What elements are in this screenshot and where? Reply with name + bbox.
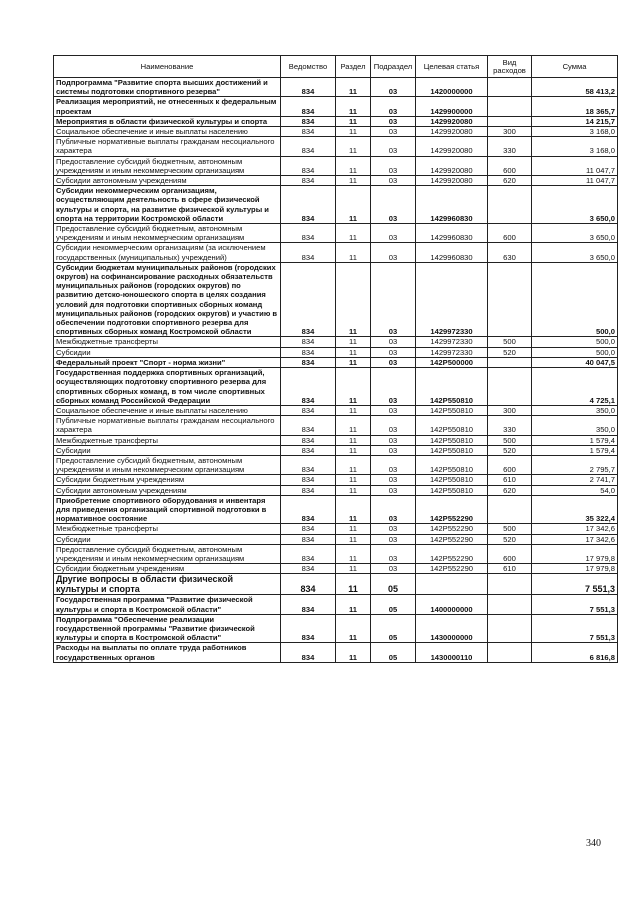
table-row bbox=[54, 524, 618, 534]
cell-section: 11 bbox=[336, 495, 371, 524]
cell-dept: 834 bbox=[281, 595, 336, 614]
cell-sum: 35 322,4 bbox=[532, 495, 618, 524]
cell-subsection: 03 bbox=[371, 495, 416, 524]
cell-subsection: 03 bbox=[371, 445, 416, 455]
cell-subsection: 03 bbox=[371, 544, 416, 563]
table-body bbox=[54, 78, 618, 663]
cell-target: 142P550810 bbox=[416, 368, 488, 406]
cell-target: 1429960830 bbox=[416, 243, 488, 262]
cell-dept: 834 bbox=[281, 127, 336, 137]
table-row bbox=[54, 262, 618, 337]
cell-name: Субсидии бюджетным учреждениям bbox=[54, 475, 281, 485]
cell-subsection: 03 bbox=[371, 224, 416, 243]
cell-kind: 330 bbox=[488, 137, 532, 156]
table-row bbox=[54, 416, 618, 435]
cell-dept: 834 bbox=[281, 643, 336, 662]
cell-section: 11 bbox=[336, 137, 371, 156]
cell-target: 142P552290 bbox=[416, 544, 488, 563]
header-name: Наименование bbox=[54, 56, 281, 78]
cell-dept: 834 bbox=[281, 186, 336, 224]
cell-sum: 17 342,6 bbox=[532, 524, 618, 534]
table-row bbox=[54, 495, 618, 524]
cell-target: 1429972330 bbox=[416, 262, 488, 337]
cell-dept: 834 bbox=[281, 116, 336, 126]
cell-sum: 7 551,3 bbox=[532, 614, 618, 643]
cell-dept: 834 bbox=[281, 156, 336, 175]
header-target: Целевая статья bbox=[416, 56, 488, 78]
cell-dept: 834 bbox=[281, 337, 336, 347]
cell-dept: 834 bbox=[281, 435, 336, 445]
cell-target: 1429920080 bbox=[416, 176, 488, 186]
cell-sum: 58 413,2 bbox=[532, 78, 618, 97]
cell-name: Субсидии автономным учреждениям bbox=[54, 485, 281, 495]
cell-dept: 834 bbox=[281, 564, 336, 574]
table-header-row bbox=[54, 56, 618, 78]
table-row bbox=[54, 78, 618, 97]
cell-subsection: 03 bbox=[371, 156, 416, 175]
budget-table bbox=[53, 55, 618, 663]
cell-name: Мероприятия в области физической культуры и спорта bbox=[54, 116, 281, 126]
cell-subsection: 03 bbox=[371, 137, 416, 156]
table-row bbox=[54, 455, 618, 474]
cell-sum: 2 795,7 bbox=[532, 455, 618, 474]
cell-name: Расходы на выплаты по оплате труда работников государственных органов bbox=[54, 643, 281, 662]
cell-kind: 520 bbox=[488, 347, 532, 357]
table-row bbox=[54, 337, 618, 347]
cell-dept: 834 bbox=[281, 534, 336, 544]
cell-section: 11 bbox=[336, 116, 371, 126]
table-row bbox=[54, 485, 618, 495]
cell-kind: 600 bbox=[488, 224, 532, 243]
cell-name: Подпрограмма "Обеспечение реализации государственной программы "Развитие физической культуры и спорта в Костромской области" bbox=[54, 614, 281, 643]
cell-section: 11 bbox=[336, 368, 371, 406]
cell-target: 1430000110 bbox=[416, 643, 488, 662]
cell-subsection: 03 bbox=[371, 262, 416, 337]
cell-target: 142P500000 bbox=[416, 357, 488, 367]
cell-sum: 3 168,0 bbox=[532, 137, 618, 156]
cell-subsection: 05 bbox=[371, 643, 416, 662]
cell-kind: 630 bbox=[488, 243, 532, 262]
cell-section: 11 bbox=[336, 445, 371, 455]
cell-sum: 11 047,7 bbox=[532, 176, 618, 186]
header-kind: Вид расходов bbox=[488, 56, 532, 78]
cell-kind: 610 bbox=[488, 475, 532, 485]
cell-section: 11 bbox=[336, 534, 371, 544]
cell-target bbox=[416, 574, 488, 595]
table-row bbox=[54, 544, 618, 563]
cell-target: 1429920080 bbox=[416, 156, 488, 175]
cell-dept: 834 bbox=[281, 347, 336, 357]
cell-target: 1429920080 bbox=[416, 116, 488, 126]
cell-name: Субсидии автономным учреждениям bbox=[54, 176, 281, 186]
cell-target: 1429920080 bbox=[416, 127, 488, 137]
cell-section: 11 bbox=[336, 262, 371, 337]
cell-name: Предоставление субсидий бюджетным, автономным учреждениям и иным некоммерческим организациям bbox=[54, 156, 281, 175]
cell-target: 142P550810 bbox=[416, 485, 488, 495]
cell-dept: 834 bbox=[281, 224, 336, 243]
cell-name: Подпрограмма "Развитие спорта высших достижений и системы подготовки спортивного резерва" bbox=[54, 78, 281, 97]
cell-sum: 1 579,4 bbox=[532, 435, 618, 445]
cell-sum: 1 579,4 bbox=[532, 445, 618, 455]
cell-name: Другие вопросы в области физической культуры и спорта bbox=[54, 574, 281, 595]
cell-name: Публичные нормативные выплаты гражданам несоциального характера bbox=[54, 416, 281, 435]
cell-section: 11 bbox=[336, 347, 371, 357]
cell-section: 11 bbox=[336, 544, 371, 563]
header-dept: Ведомство bbox=[281, 56, 336, 78]
cell-subsection: 03 bbox=[371, 435, 416, 445]
cell-name: Субсидии bbox=[54, 347, 281, 357]
cell-name: Субсидии некоммерческим организациям (за исключением государственных (муниципальных) учреждений) bbox=[54, 243, 281, 262]
cell-kind: 330 bbox=[488, 416, 532, 435]
cell-section: 11 bbox=[336, 127, 371, 137]
cell-sum: 500,0 bbox=[532, 262, 618, 337]
cell-sum: 350,0 bbox=[532, 405, 618, 415]
cell-subsection: 03 bbox=[371, 176, 416, 186]
cell-sum: 17 979,8 bbox=[532, 544, 618, 563]
cell-name: Социальное обеспечение и иные выплаты населению bbox=[54, 127, 281, 137]
cell-name: Государственная программа "Развитие физической культуры и спорта в Костромской области" bbox=[54, 595, 281, 614]
cell-target: 1430000000 bbox=[416, 614, 488, 643]
cell-subsection: 03 bbox=[371, 243, 416, 262]
cell-kind bbox=[488, 614, 532, 643]
cell-dept: 834 bbox=[281, 445, 336, 455]
cell-subsection: 03 bbox=[371, 337, 416, 347]
cell-sum: 17 342,6 bbox=[532, 534, 618, 544]
table-row bbox=[54, 405, 618, 415]
cell-kind bbox=[488, 495, 532, 524]
cell-section: 11 bbox=[336, 455, 371, 474]
table-row bbox=[54, 368, 618, 406]
cell-kind: 620 bbox=[488, 176, 532, 186]
table-row bbox=[54, 643, 618, 662]
cell-name: Межбюджетные трансферты bbox=[54, 337, 281, 347]
cell-section: 11 bbox=[336, 416, 371, 435]
cell-subsection: 03 bbox=[371, 416, 416, 435]
cell-name: Приобретение спортивного оборудования и инвентаря для приведения организаций спортивной подготовки в нормативное состояние bbox=[54, 495, 281, 524]
cell-subsection: 05 bbox=[371, 614, 416, 643]
cell-dept: 834 bbox=[281, 97, 336, 116]
cell-sum: 6 816,8 bbox=[532, 643, 618, 662]
cell-dept: 834 bbox=[281, 262, 336, 337]
cell-name: Реализация мероприятий, не отнесенных к федеральным проектам bbox=[54, 97, 281, 116]
table-row bbox=[54, 595, 618, 614]
cell-section: 11 bbox=[336, 186, 371, 224]
cell-target: 1429972330 bbox=[416, 337, 488, 347]
cell-section: 11 bbox=[336, 595, 371, 614]
cell-sum: 54,0 bbox=[532, 485, 618, 495]
cell-kind: 620 bbox=[488, 485, 532, 495]
cell-dept: 834 bbox=[281, 405, 336, 415]
table-row bbox=[54, 116, 618, 126]
cell-sum: 500,0 bbox=[532, 347, 618, 357]
cell-section: 11 bbox=[336, 337, 371, 347]
cell-dept: 834 bbox=[281, 475, 336, 485]
cell-target: 1420000000 bbox=[416, 78, 488, 97]
cell-name: Предоставление субсидий бюджетным, автономным учреждениям и иным некоммерческим организациям bbox=[54, 455, 281, 474]
cell-sum: 350,0 bbox=[532, 416, 618, 435]
cell-target: 1429960830 bbox=[416, 224, 488, 243]
table-row bbox=[54, 243, 618, 262]
cell-kind bbox=[488, 368, 532, 406]
cell-sum: 14 215,7 bbox=[532, 116, 618, 126]
table-row bbox=[54, 614, 618, 643]
cell-kind bbox=[488, 595, 532, 614]
cell-sum: 4 725,1 bbox=[532, 368, 618, 406]
cell-kind bbox=[488, 78, 532, 97]
cell-subsection: 05 bbox=[371, 595, 416, 614]
cell-dept: 834 bbox=[281, 176, 336, 186]
table-row bbox=[54, 534, 618, 544]
cell-dept: 834 bbox=[281, 368, 336, 406]
cell-target: 142P552290 bbox=[416, 524, 488, 534]
cell-sum: 18 365,7 bbox=[532, 97, 618, 116]
cell-section: 11 bbox=[336, 224, 371, 243]
cell-dept: 834 bbox=[281, 495, 336, 524]
table-row bbox=[54, 176, 618, 186]
cell-dept: 834 bbox=[281, 455, 336, 474]
cell-dept: 834 bbox=[281, 416, 336, 435]
cell-dept: 834 bbox=[281, 485, 336, 495]
cell-target: 142P550810 bbox=[416, 445, 488, 455]
cell-name: Предоставление субсидий бюджетным, автономным учреждениям и иным некоммерческим организациям bbox=[54, 224, 281, 243]
cell-dept: 834 bbox=[281, 614, 336, 643]
table-row bbox=[54, 357, 618, 367]
cell-dept: 834 bbox=[281, 574, 336, 595]
header-section: Раздел bbox=[336, 56, 371, 78]
cell-subsection: 03 bbox=[371, 534, 416, 544]
cell-subsection: 03 bbox=[371, 347, 416, 357]
table-row bbox=[54, 435, 618, 445]
cell-sum: 3 650,0 bbox=[532, 243, 618, 262]
cell-kind bbox=[488, 643, 532, 662]
cell-sum: 11 047,7 bbox=[532, 156, 618, 175]
table-row bbox=[54, 224, 618, 243]
cell-sum: 3 168,0 bbox=[532, 127, 618, 137]
cell-kind: 500 bbox=[488, 524, 532, 534]
cell-name: Публичные нормативные выплаты гражданам несоциального характера bbox=[54, 137, 281, 156]
table-row bbox=[54, 475, 618, 485]
table-row bbox=[54, 347, 618, 357]
cell-target: 142P550810 bbox=[416, 405, 488, 415]
cell-name: Предоставление субсидий бюджетным, автономным учреждениям и иным некоммерческим организациям bbox=[54, 544, 281, 563]
page-number: 340 bbox=[586, 838, 601, 849]
cell-kind: 500 bbox=[488, 435, 532, 445]
cell-section: 11 bbox=[336, 405, 371, 415]
cell-name: Федеральный проект "Спорт - норма жизни" bbox=[54, 357, 281, 367]
cell-subsection: 03 bbox=[371, 455, 416, 474]
cell-section: 11 bbox=[336, 78, 371, 97]
cell-target: 1429900000 bbox=[416, 97, 488, 116]
cell-kind: 520 bbox=[488, 445, 532, 455]
cell-target: 142P552290 bbox=[416, 534, 488, 544]
cell-subsection: 03 bbox=[371, 564, 416, 574]
cell-target: 142P550810 bbox=[416, 455, 488, 474]
cell-kind: 600 bbox=[488, 455, 532, 474]
cell-subsection: 03 bbox=[371, 186, 416, 224]
cell-name: Субсидии бюджетным учреждениям bbox=[54, 564, 281, 574]
cell-sum: 2 741,7 bbox=[532, 475, 618, 485]
cell-sum: 40 047,5 bbox=[532, 357, 618, 367]
cell-subsection: 03 bbox=[371, 485, 416, 495]
cell-target: 142P550810 bbox=[416, 475, 488, 485]
cell-subsection: 03 bbox=[371, 368, 416, 406]
cell-section: 11 bbox=[336, 643, 371, 662]
cell-subsection: 03 bbox=[371, 97, 416, 116]
cell-section: 11 bbox=[336, 97, 371, 116]
cell-kind: 520 bbox=[488, 534, 532, 544]
table-row bbox=[54, 137, 618, 156]
table-row bbox=[54, 574, 618, 595]
table-row bbox=[54, 186, 618, 224]
cell-section: 11 bbox=[336, 176, 371, 186]
cell-name: Субсидии бюджетам муниципальных районов (городских округов) на софинансирование расходных обязательств муниципальных районов (городских округов) по развитию детско-юношеского спорта в целях создания условий для подготовки спортивных сборных команд муниципальных районов (городских округов) и участию в обеспечении подготовки спортивного резерва для спортивных сборных команд Костромской области bbox=[54, 262, 281, 337]
cell-name: Субсидии некоммерческим организациям, осуществляющим деятельность в сфере физической культуры и спорта, на развитие физической культуры и спорта на территории Костромской области bbox=[54, 186, 281, 224]
table-row bbox=[54, 127, 618, 137]
cell-name: Межбюджетные трансферты bbox=[54, 435, 281, 445]
cell-kind: 610 bbox=[488, 564, 532, 574]
cell-kind bbox=[488, 262, 532, 337]
cell-sum: 7 551,3 bbox=[532, 595, 618, 614]
cell-subsection: 03 bbox=[371, 78, 416, 97]
cell-target: 1429972330 bbox=[416, 347, 488, 357]
cell-sum: 500,0 bbox=[532, 337, 618, 347]
cell-dept: 834 bbox=[281, 137, 336, 156]
cell-kind: 600 bbox=[488, 544, 532, 563]
cell-name: Государственная поддержка спортивных организаций, осуществляющих подготовку спортивного резерва для спортивных сборных команд, в том числе спортивных сборных команд Российской Федерации bbox=[54, 368, 281, 406]
cell-kind: 600 bbox=[488, 156, 532, 175]
cell-target: 142P550810 bbox=[416, 435, 488, 445]
cell-subsection: 03 bbox=[371, 475, 416, 485]
cell-kind: 500 bbox=[488, 337, 532, 347]
cell-section: 11 bbox=[336, 475, 371, 485]
cell-kind bbox=[488, 186, 532, 224]
cell-name: Субсидии bbox=[54, 534, 281, 544]
cell-kind bbox=[488, 357, 532, 367]
cell-section: 11 bbox=[336, 435, 371, 445]
cell-section: 11 bbox=[336, 614, 371, 643]
cell-dept: 834 bbox=[281, 357, 336, 367]
cell-section: 11 bbox=[336, 574, 371, 595]
cell-dept: 834 bbox=[281, 544, 336, 563]
cell-target: 142P552290 bbox=[416, 495, 488, 524]
cell-target: 142P552290 bbox=[416, 564, 488, 574]
cell-section: 11 bbox=[336, 156, 371, 175]
cell-subsection: 05 bbox=[371, 574, 416, 595]
cell-target: 1429920080 bbox=[416, 137, 488, 156]
cell-name: Социальное обеспечение и иные выплаты населению bbox=[54, 405, 281, 415]
table-row bbox=[54, 97, 618, 116]
cell-sum: 17 979,8 bbox=[532, 564, 618, 574]
cell-kind bbox=[488, 116, 532, 126]
cell-subsection: 03 bbox=[371, 357, 416, 367]
cell-sum: 3 650,0 bbox=[532, 186, 618, 224]
cell-section: 11 bbox=[336, 485, 371, 495]
cell-target: 142P550810 bbox=[416, 416, 488, 435]
cell-target: 1400000000 bbox=[416, 595, 488, 614]
cell-kind bbox=[488, 97, 532, 116]
cell-subsection: 03 bbox=[371, 116, 416, 126]
cell-sum: 7 551,3 bbox=[532, 574, 618, 595]
cell-subsection: 03 bbox=[371, 524, 416, 534]
cell-section: 11 bbox=[336, 243, 371, 262]
cell-section: 11 bbox=[336, 357, 371, 367]
cell-name: Субсидии bbox=[54, 445, 281, 455]
cell-dept: 834 bbox=[281, 524, 336, 534]
header-sum: Сумма bbox=[532, 56, 618, 78]
cell-kind bbox=[488, 574, 532, 595]
table-row bbox=[54, 445, 618, 455]
table-row bbox=[54, 564, 618, 574]
cell-dept: 834 bbox=[281, 78, 336, 97]
cell-kind: 300 bbox=[488, 405, 532, 415]
cell-dept: 834 bbox=[281, 243, 336, 262]
cell-name: Межбюджетные трансферты bbox=[54, 524, 281, 534]
cell-subsection: 03 bbox=[371, 405, 416, 415]
cell-section: 11 bbox=[336, 564, 371, 574]
cell-subsection: 03 bbox=[371, 127, 416, 137]
table-row bbox=[54, 156, 618, 175]
cell-target: 1429960830 bbox=[416, 186, 488, 224]
cell-sum: 3 650,0 bbox=[532, 224, 618, 243]
cell-kind: 300 bbox=[488, 127, 532, 137]
cell-section: 11 bbox=[336, 524, 371, 534]
header-subsection: Подраздел bbox=[371, 56, 416, 78]
